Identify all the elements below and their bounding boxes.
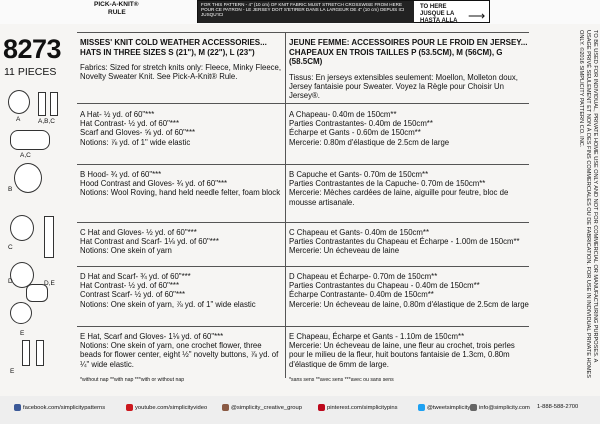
line: E Hat, Scarf and Gloves- 1⅛ yd. of 60"*** [80, 332, 224, 341]
footer-link-text: 1-888-588-2700 [537, 404, 579, 410]
hat-c-thumbnail [10, 215, 34, 241]
french-view-e [289, 332, 531, 369]
footer-email[interactable] [470, 404, 530, 411]
hat-e-thumbnail [10, 302, 32, 324]
line: D Hat and Scarf- ¾ yd. of 60"*** [80, 272, 191, 281]
footer-link-text: pinterest.com/simplicitypins [327, 405, 398, 412]
column-divider [285, 32, 286, 378]
facebook-icon [14, 404, 21, 411]
twitter-icon [418, 404, 425, 411]
line: Mercerie: Un écheveau de laine [289, 246, 400, 256]
thumbnail-label: A,B,C [38, 118, 55, 125]
divider [77, 103, 529, 104]
legal-notice-text: TO BE USED FOR INDIVIDUAL, PRIVATE HOME USE ONLY AND NOT FOR COMMERCIAL OR MANUFACTURING PURPOSES. A USAGE PRIVÉ SEULEMENT ET NON À DES FINS COMMERCIALES OU DE FABRICATION. FOR USE IN INDIVIDUAL PRIVATE HOMES ONLY. ©2016 SIMPLICITY PATTERN CO. INC. [578, 30, 598, 379]
line: Hat Contrast- ½ yd. of 60"*** [80, 119, 179, 129]
stretch-gauge [197, 0, 490, 23]
footer-social-bar [0, 396, 600, 424]
youtube-icon [126, 404, 133, 411]
scarf-thumbnail [10, 130, 50, 150]
line: B Capuche et Gants- 0.70m de 150cm** [289, 170, 429, 179]
line: E Chapeau, Écharpe et Gants - 1.10m de 150cm** [289, 332, 465, 341]
french-view-d [289, 272, 531, 309]
stretch-instruction: FOR THIS PATTERN - 4" (10 cm) OF KNIT FABRIC MUST STRETCH CROSSWISE FROM HERE POUR CE PATRON - LE JERSEY DOIT S'ETIRER DANS LA LARGEUR DE 4" (10 cm) DEPUIS ICI JUSQU'ICI [198, 1, 414, 23]
footer-link-text: @tweetsimplicity [427, 405, 471, 412]
footer-facebook[interactable] [14, 404, 105, 411]
thumbnail-label: A,C [20, 152, 31, 159]
stretch-label-es: HASTA ALLA [420, 18, 458, 24]
glove-thumbnail [38, 92, 46, 116]
top-strip [0, 0, 600, 24]
scarf-c-thumbnail [44, 216, 54, 258]
arrow-right-icon: ⟶ [468, 9, 486, 23]
line: B Hood- ¾ yd. of 60"*** [80, 170, 162, 179]
footer-link-text: @simplicity_creative_group [231, 405, 302, 412]
divider [77, 326, 529, 327]
line: Écharpe Contrastante- 0.40m de 150cm** [289, 290, 434, 300]
thumbnail-label: D,E [44, 280, 55, 287]
line: Parties Contrastantes du Chapeau - 0.40m de 150cm** [289, 281, 480, 291]
english-nap-notes: *without nap **with nap ***with or without nap [80, 377, 185, 383]
english-title: MISSES' KNIT COLD WEATHER ACCESSORIES... [80, 38, 267, 47]
french-header [289, 38, 531, 100]
stretch-label [420, 4, 457, 25]
line: Contrast Scarf- ½ yd. of 60"*** [80, 290, 186, 300]
french-sizes: CHAPEAUX EN TROIS TAILLES P (53.5CM), M (56CM), G (58.5CM) [289, 47, 503, 67]
line: Mercerie: Un écheveau de laine, 0.80m d'élastique de 2.5cm de large [289, 299, 529, 309]
email-icon [470, 404, 477, 411]
footer-youtube[interactable] [126, 404, 207, 411]
instagram-icon [222, 404, 229, 411]
french-fabrics: Tissus: En jerseys extensibles seulement: Moellon, Molleton doux, Jersey fantaisie pour Sweater. Voyez la Règle pour Choisir Un Jersey®. [289, 72, 518, 101]
logo-line1: PICK-A-KNIT® [94, 1, 139, 8]
english-fabrics: Fabrics: Sized for stretch knits only: Fleece, Minky Fleece, Novelty Sweater Knit. See Pick-A-Knit® Rule. [80, 63, 282, 82]
footer-pinterest[interactable] [318, 404, 398, 411]
line: Parties Contrastantes de la Capuche- 0.70m de 150cm** [289, 179, 486, 189]
footer-instagram[interactable] [222, 404, 302, 411]
thumbnail-label: E [20, 330, 25, 337]
line: C Hat and Gloves- ½ yd. of 60"*** [80, 228, 197, 237]
english-header [80, 38, 283, 82]
english-view-c [80, 228, 283, 256]
line: Notions: One skein of yarn, ⅞ yd. of 1" wide elastic [80, 299, 256, 309]
english-view-e [80, 332, 283, 369]
thumbnail-label: E [10, 368, 15, 375]
french-view-c [289, 228, 531, 256]
french-view-b [289, 170, 531, 207]
footer-link-text: facebook.com/simplicitypatterns [23, 405, 106, 412]
line: Notions: Wool Roving, hand held needle felter, foam block [80, 188, 281, 198]
pieces-count: 11 PIECES [4, 66, 57, 78]
line: D Chapeau et Écharpe- 0.70m de 150cm** [289, 272, 438, 281]
line: Mercerie: Mèches cardées de laine, aiguille pour feutre, bloc de mousse artisanale. [289, 188, 509, 207]
hood-thumbnail [14, 163, 42, 193]
logo-line2: RULE [108, 9, 126, 16]
divider [77, 164, 529, 165]
line: Parties Contrastantes- 0.40m de 150cm** [289, 119, 433, 129]
thumbnail-label: A [16, 116, 21, 123]
line: Hat Contrast and Scarf- 1⅛ yd. of 60"*** [80, 237, 219, 247]
english-sizes: HATS IN THREE SIZES S (21"), M (22"), L (23") [80, 47, 255, 57]
line: Hood Contrast and Gloves- ¾ yd. of 60"*** [80, 179, 228, 189]
line: Scarf and Gloves- ⅝ yd. of 60"*** [80, 128, 196, 138]
glove-e-thumbnail [36, 340, 44, 366]
french-nap-notes: *sans sens **avec sens ***avec ou sans sens [289, 377, 394, 383]
divider [77, 266, 529, 267]
divider [77, 222, 529, 223]
stretch-label-en: TO HERE [420, 4, 447, 10]
english-view-a [80, 110, 283, 147]
divider [77, 32, 529, 33]
glove-thumbnail [50, 92, 58, 116]
thumbnail-label: D [8, 278, 13, 285]
glove-e-thumbnail [22, 340, 30, 366]
footer-link-text: youtube.com/simplicityvideo [135, 405, 208, 412]
hat-a-thumbnail [8, 90, 30, 114]
line: Notions: One skein of yarn [80, 246, 172, 256]
footer-link-text: info@simplicity.com [479, 405, 530, 412]
footer-phone[interactable] [537, 404, 578, 410]
pick-a-knit-logo [94, 1, 139, 17]
line: Notions: ⅞ yd. of 1" wide elastic [80, 137, 191, 147]
pattern-number: 8273 [3, 34, 62, 64]
legal-notice-vertical [536, 30, 598, 380]
line: Écharpe et Gants - 0.60m de 150cm** [289, 128, 421, 138]
stretch-label-fr: JUSQUE LA [420, 11, 455, 17]
line: A Hat- ½ yd. of 60"*** [80, 110, 155, 119]
line: Parties Contrastantes du Chapeau et Écharpe - 1.00m de 150cm** [289, 237, 520, 247]
english-view-d [80, 272, 283, 309]
thumbnail-label: C [8, 244, 13, 251]
line: Hat Contrast- ½ yd. of 60"*** [80, 281, 179, 291]
pinterest-icon [318, 404, 325, 411]
line: Mercerie: 0.80m d'élastique de 2.5cm de large [289, 137, 450, 147]
footer-twitter[interactable] [418, 404, 470, 411]
thumbnail-label: B [8, 186, 13, 193]
line: C Chapeau et Gants- 0.40m de 150cm** [289, 228, 429, 237]
french-title: JEUNE FEMME: ACCESSOIRES POUR LE FROID EN JERSEY... [289, 38, 528, 47]
line: Notions: One skein of yarn, one crochet flower, three beads for flower center, eight ½" novelty buttons, ⅞ yd. of ¼" wide elastic. [80, 341, 279, 369]
line: Mercerie: Un écheveau de laine, une fleur au crochet, trois perles pour le milieu de la fleur, huit boutons fantaisie de 1.3cm, 0.80m d'élastique de 6mm de large. [289, 341, 515, 369]
english-view-b [80, 170, 283, 198]
french-view-a [289, 110, 531, 147]
line: A Chapeau- 0.40m de 150cm** [289, 110, 397, 119]
